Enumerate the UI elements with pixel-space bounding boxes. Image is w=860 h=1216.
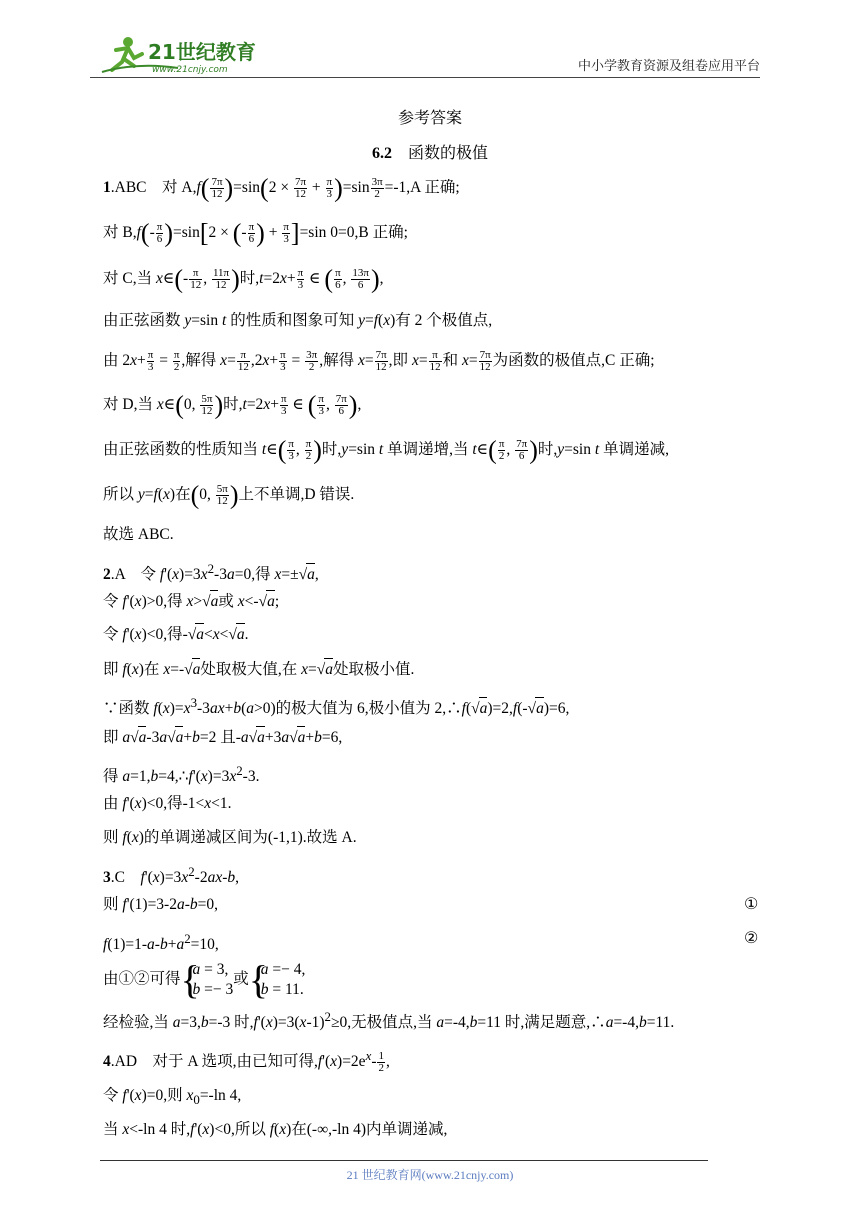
q1-line-5: 由 2x+ $\frac{\pi}{3}$ = $\frac{\pi}{2}$ ,解得 x= $\frac{\pi}{12}$ ,2x+ $\frac{\pi}{3}$ = $\frac{3\pi}{2}$ ,解得 x= $\frac{7\pi}{12}$ ,即 x= $\frac{\pi}{12}$ 和 x= $\frac{7\pi}{12}$ 为函数的极值点,C 正确; (103, 349, 655, 373)
header-divider (90, 77, 760, 78)
q1-line-1: 1.ABC 对 A,f( $\frac{7\pi}{12}$ )=sin(2 × $\frac{7\pi}{12}$ + $\frac{\pi}{3}$ )=sin $\frac{3\pi}{2}$ =-1,A 正确; (103, 173, 460, 203)
header-platform-text: 中小学教育资源及组卷应用平台 (577, 58, 760, 73)
q3-line-5: 经检验,当 a=3,b=-3 时$,f'(x)=3(x-1)^2\ge 0$,无极值点,当 a=-4,b=11 时,满足题意,∴a=-4,b=11. (103, 1009, 675, 1032)
equation-marker-1: ① (744, 896, 759, 913)
q1-line-3: 对 C,当 x∈(- $\frac{\pi}{12}$ , $\frac{11\pi}{12}$ )时,t=2x+ $\frac{\pi}{3}$ ∈ ( $\frac{\pi}{6}$ , $\frac{13\pi}{6}$ ), (103, 264, 384, 294)
q3-line-1: 3.C $f'(x)=3x^2-2ax-b$, (103, 864, 240, 887)
q1-line-9: 故选 ABC. (103, 526, 174, 543)
q1-line-7: 由正弦函数的性质知当 t∈( $\frac{\pi}{3}$ , $\frac{\pi}{2}$ )时,y=sin t 单调递增,当 t∈( $\frac{\pi}{2}$ , $\frac{7\pi}{6}$ )时,y=sin t 单调递减, (103, 435, 669, 465)
q4-line-1: 4.AD 对于 A 选项,由已知可得$,f'(x)=2e^x-$ $\frac{1}{2}$ , (103, 1048, 390, 1075)
q1-line-6: 对 D,当 x∈(0, $\frac{5\pi}{12}$ )时,t=2x+ $\frac{\pi}{3}$ ∈ ( $\frac{\pi}{3}$ , $\frac{7\pi}{6}$ ), (103, 390, 362, 420)
logo-url-text: www.21cnjy.com (152, 65, 228, 75)
logo-21cnjy (98, 32, 268, 76)
q4-line-3: 当 x<-ln 4 时,f'(x)<0,所以 f(x)在(-∞,-ln 4)内单调递减, (103, 1121, 448, 1138)
q1-line-4: 由正弦函数 y=sin t 的性质和图象可知 y=f(x)有 2 个极值点, (103, 312, 493, 329)
q1-answer: .ABC (110, 179, 147, 197)
q2-line-7: 得 $a=1,b=4,\therefore f'(x)=3x^2-3$. (103, 763, 260, 786)
q3-line-3: $f(1)=1-a-b+a^2=10$, (103, 931, 219, 954)
footer-divider (100, 1160, 708, 1161)
q2-line-5: ∵函数 $f(x)=x^3-3ax+b(a>0)$的极大值为 6,极小值为 2,∴f(√a)=2,f(-√a)=6, (103, 692, 569, 720)
q1-number: 1 (103, 179, 111, 197)
q2-line-8: 由 f'(x)<0,得-1<x<1. (103, 795, 232, 812)
section-title: 6.2 函数的极值 (371, 145, 488, 162)
page-title: 参考答案 (397, 110, 462, 127)
q2-line-2: 令 f'(x)>0,得 x>√a或 x<-√a; (103, 590, 279, 613)
q2-answer: .A (110, 566, 125, 584)
q2-line-6: 即 a√a-3a√a+b=2 且-a√a+3a√a+b=6, (103, 726, 342, 749)
footer-text: 21 世纪教育网(www.21cnjy.com) (346, 1168, 514, 1182)
logo-brand-text: 21世纪教育 (148, 40, 256, 64)
q2-line-3: 令 f'(x)<0,得-√a<x<√a. (103, 623, 249, 646)
q1-line-8: 所以 y=f(x)在(0, $\frac{5\pi}{12}$ )上不单调,D 错误. (103, 480, 355, 510)
q3-line-4: 由①②可得{ a = 3, b =− 3或{ a =− 4, b = 11. (103, 960, 305, 1000)
q2-line-4: 即 f(x)在 x=-√a处取极大值,在 x=√a处取极小值. (103, 658, 414, 681)
q4-answer: .AD (110, 1053, 138, 1071)
q2-line-1: 2.A 令 $f'(x)=3x^2-3a=0$,得 x=±√a, (103, 558, 319, 586)
q4-line-2: 令 f'(x)=0,则 $x_0=-\ln$ 4, (103, 1087, 242, 1108)
q4-number: 4 (103, 1053, 111, 1071)
equation-marker-2: ② (744, 930, 759, 947)
q2-number: 2 (103, 566, 111, 584)
q1-line-2: 对 B,f(- $\frac{\pi}{6}$ )=sin[2 × (- $\frac{\pi}{6}$ ) + $\frac{\pi}{3}$ ]=sin 0=0,B 正确; (103, 218, 408, 248)
q2-line-9: 则 f(x)的单调递减区间为(-1,1).故选 A. (103, 829, 357, 846)
q3-line-2: 则 f'(1)=3-2a-b=0, (103, 896, 219, 913)
q3-answer: .C (110, 869, 125, 887)
page-header (90, 28, 760, 78)
q3-number: 3 (103, 869, 111, 887)
